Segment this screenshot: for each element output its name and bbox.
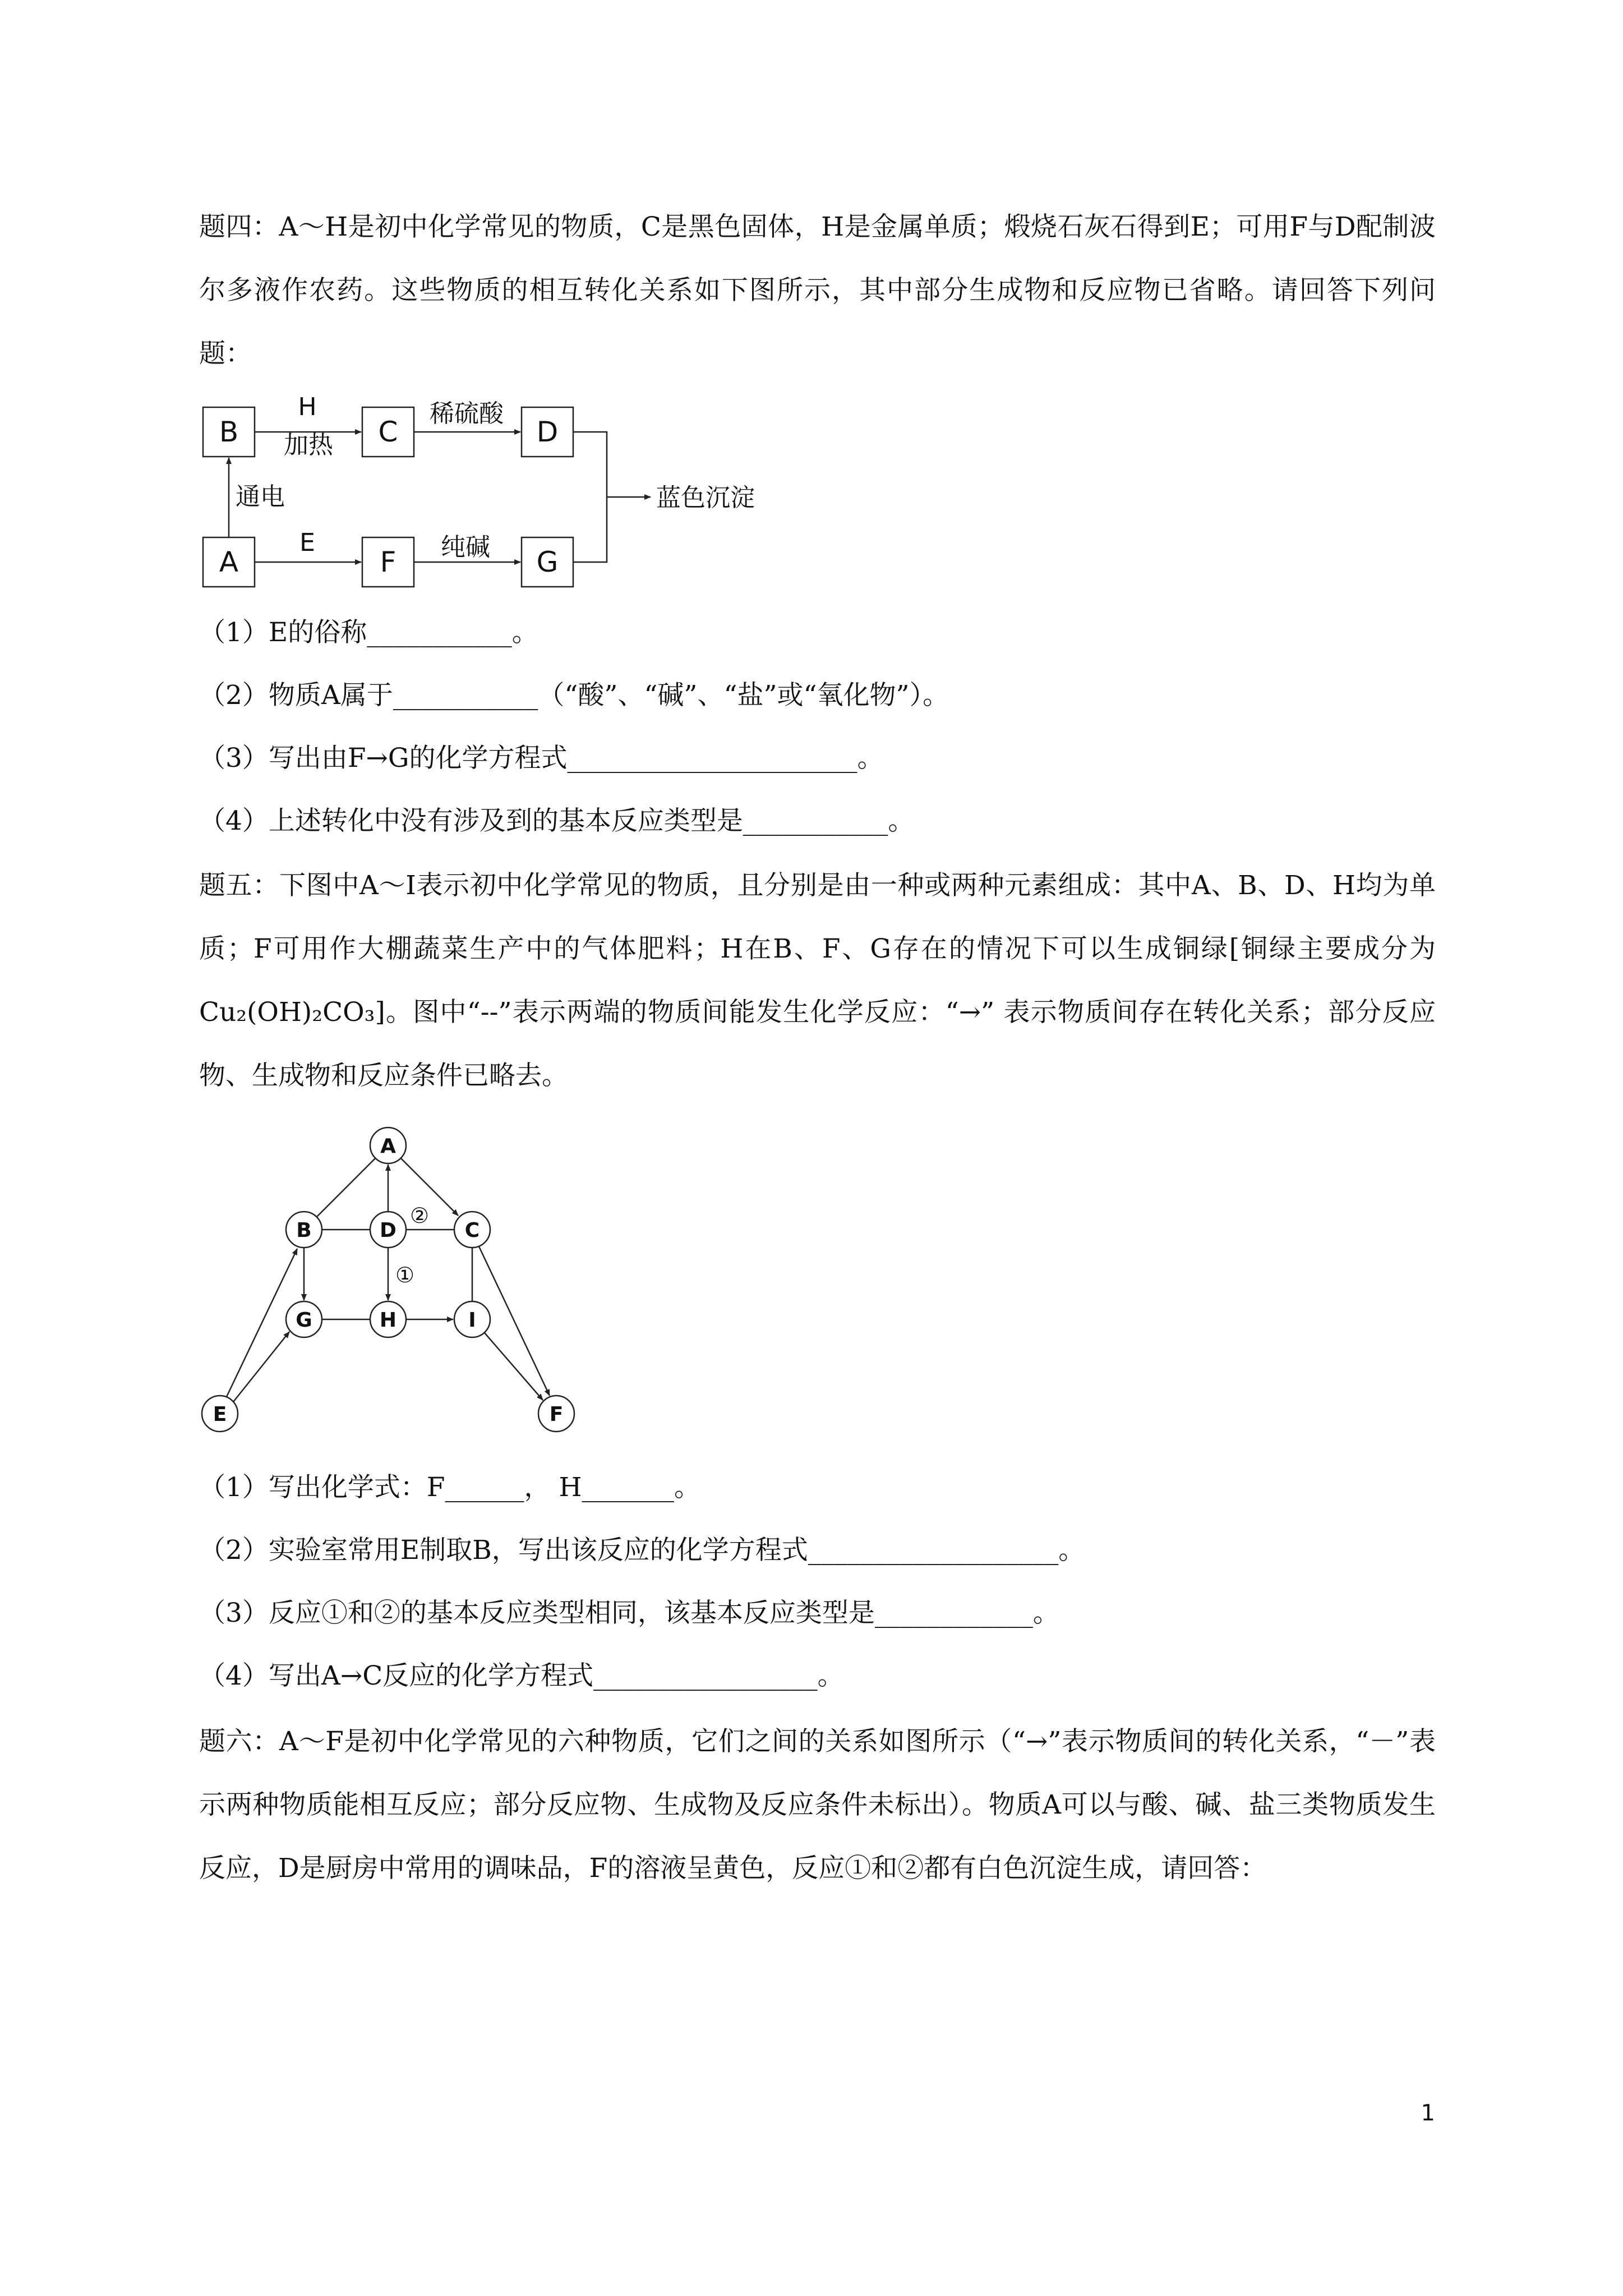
q5-node-b: B bbox=[296, 1219, 312, 1242]
q4-item-3: （3）写出由F→G的化学方程式______________________。 bbox=[199, 743, 884, 774]
q5-arrow-e-g bbox=[233, 1332, 289, 1402]
q4-label-soda: 纯碱 bbox=[441, 533, 490, 562]
q5-label-r2: ② bbox=[409, 1203, 430, 1228]
q4-node-c: C bbox=[378, 416, 398, 448]
q4-label-h: H bbox=[298, 393, 317, 421]
q5-diagram bbox=[185, 1116, 611, 1453]
q5-item-3: （3）反应①和②的基本反应类型相同，该基本反应类型是____________。 bbox=[199, 1598, 1059, 1628]
q4-label-acid: 稀硫酸 bbox=[430, 399, 504, 428]
q4-label-result: 蓝色沉淀 bbox=[656, 484, 755, 512]
q4-label-heat: 加热 bbox=[284, 431, 333, 459]
q5-line-a-b bbox=[317, 1158, 375, 1217]
q4-label-e: E bbox=[299, 528, 315, 557]
q5-node-c: C bbox=[464, 1219, 480, 1242]
q6-intro: 题六：A～F是初中化学常见的六种物质，它们之间的关系如图所示（“→”表示物质间的转化关系，“－”表示两种物质能相互反应；部分反应物、生成物及反应条件未标出）。物质A可以与酸、碱、盐三类物质发生反应，D是厨房中常用的调味品，F的溶液呈黄色，反应①和②都有白色沉淀生成，请回答： bbox=[199, 1726, 1436, 1884]
q5-item-1: （1）写出化学式：F______， H_______。 bbox=[199, 1472, 700, 1503]
q4-label-elec: 通电 bbox=[236, 482, 285, 511]
q5-node-e: E bbox=[213, 1403, 227, 1426]
q5-node-h: H bbox=[379, 1309, 397, 1332]
q5-intro: 题五：下图中A～I表示初中化学常见的物质，且分别是由一种或两种元素组成：其中A、B、D、H均为单质；F可用作大棚蔬菜生产中的气体肥料；H在B、F、G存在的情况下可以生成铜绿[铜绿主要成分为Cu₂(OH)₂CO₃]。图中“--”表示两端的物质间能发生化学反应：“→” 表示物质间存在转化关系；部分反应物、生成物和反应条件已略去。 bbox=[199, 870, 1436, 1091]
q4-item-2: （2）物质A属于___________（“酸”、“碱”、“盐”或“氧化物”）。 bbox=[199, 680, 949, 711]
q5-node-g: G bbox=[296, 1309, 312, 1332]
q4-item-4: （4）上述转化中没有涉及到的基本反应类型是___________。 bbox=[199, 806, 915, 836]
q5-item-4: （4）写出A→C反应的化学方程式_________________。 bbox=[199, 1660, 844, 1691]
q4-node-a: A bbox=[219, 546, 239, 578]
q5-item-2: （2）实验室常用E制取B，写出该反应的化学方程式___________________。 bbox=[199, 1535, 1085, 1566]
q4-intro: 题四：A～H是初中化学常见的物质，C是黑色固体，H是金属单质；煅烧石灰石得到E；可用F与D配制波尔多液作农药。这些物质的相互转化关系如下图所示，其中部分生成物和反应物已省略。请回答下列问题： bbox=[199, 211, 1436, 369]
q4-node-g: G bbox=[536, 546, 559, 578]
q4-item-1: （1）E的俗称___________。 bbox=[199, 617, 538, 648]
q4-node-f: F bbox=[380, 546, 396, 578]
q5-node-d: D bbox=[380, 1219, 396, 1242]
q4-node-d: D bbox=[536, 416, 559, 448]
q5-node-a: A bbox=[380, 1135, 396, 1158]
q4-node-b: B bbox=[219, 416, 239, 448]
q5-node-f: F bbox=[549, 1403, 564, 1426]
page-number: 1 bbox=[1421, 2100, 1435, 2126]
q4-merge-line bbox=[573, 432, 607, 562]
q4-diagram bbox=[191, 387, 808, 600]
q5-label-r1: ① bbox=[395, 1263, 415, 1287]
q5-node-i: I bbox=[468, 1309, 476, 1332]
q5-arrow-i-f bbox=[485, 1333, 543, 1400]
